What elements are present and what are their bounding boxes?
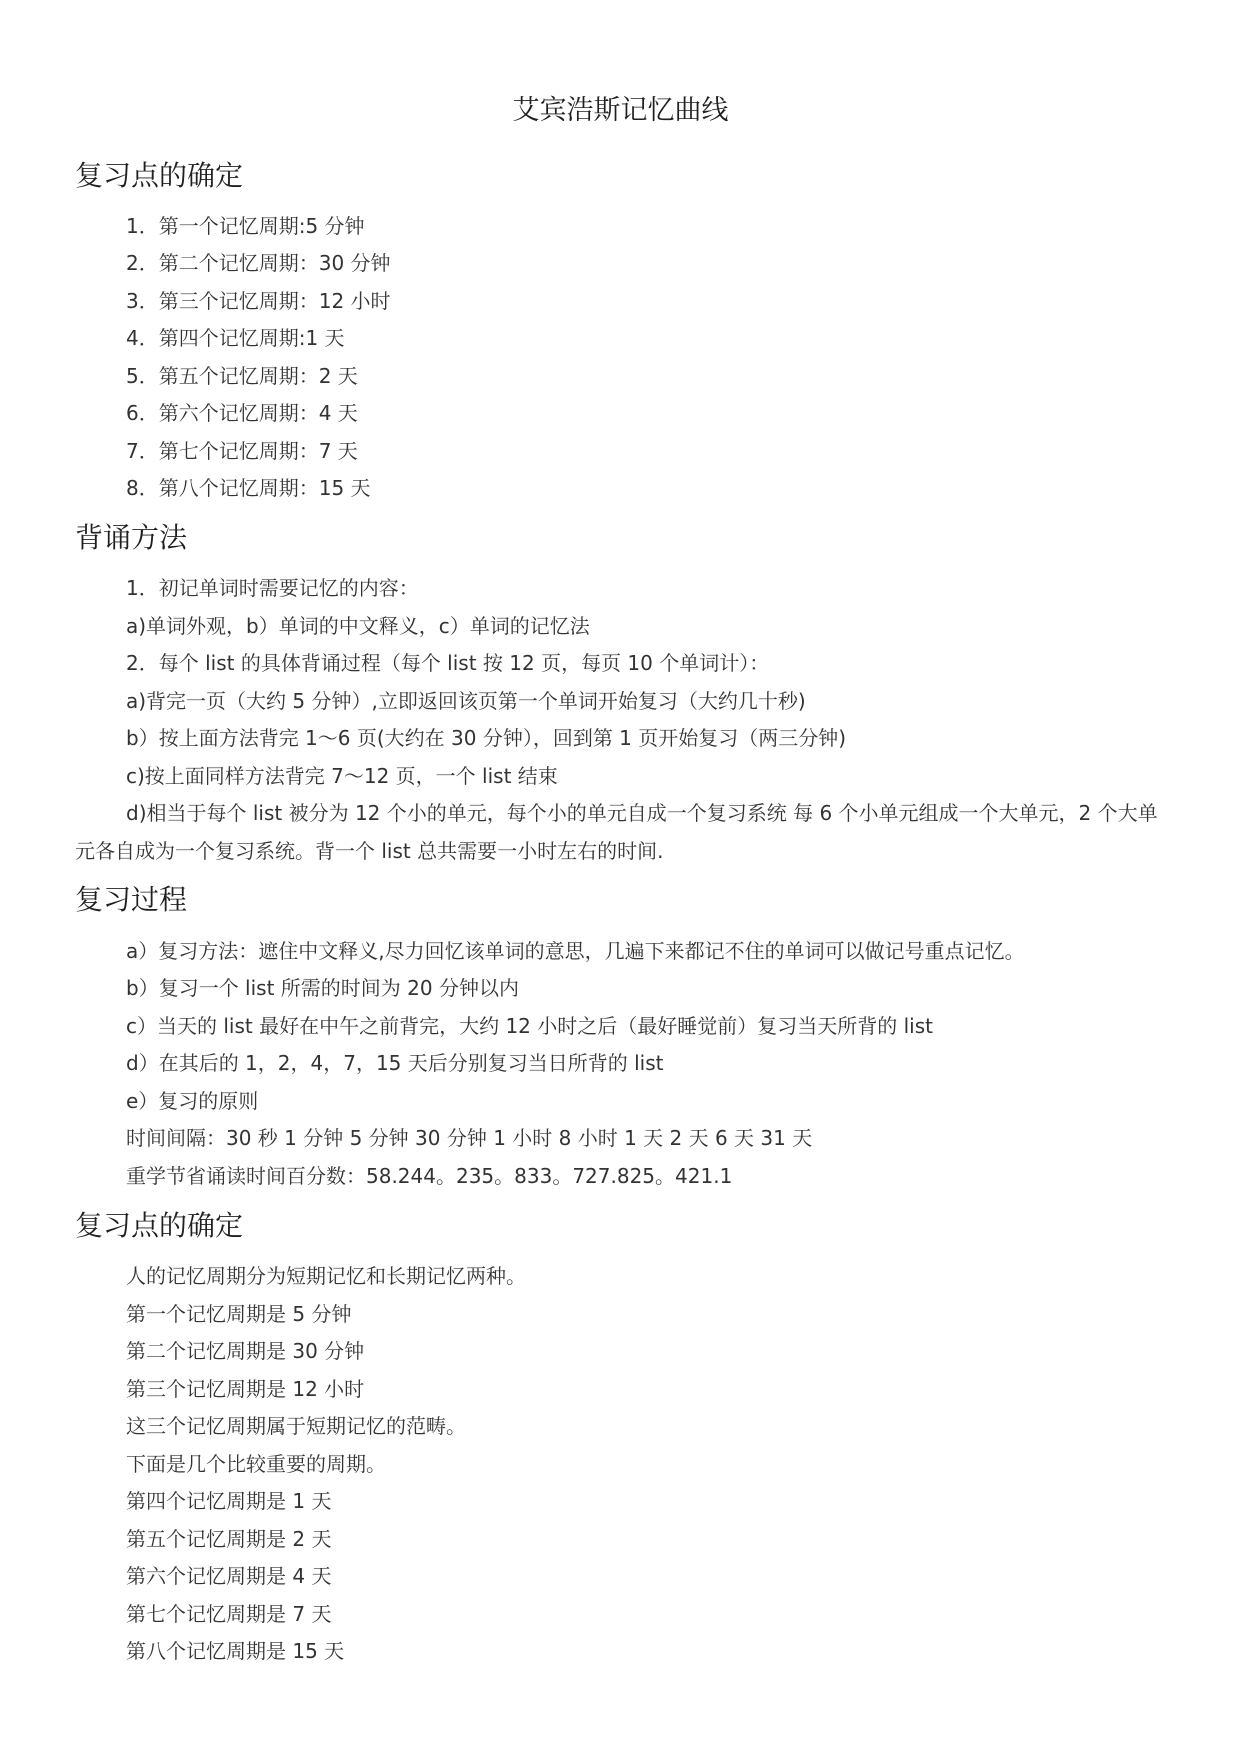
- text-line: c)按上面同样方法背完 7～12 页，一个 list 结束: [126, 764, 558, 788]
- section-heading-review-points: 复习点的确定: [75, 159, 244, 192]
- text-line: 第三个记忆周期是 12 小时: [126, 1377, 365, 1401]
- text-line: e）复习的原则: [126, 1089, 259, 1113]
- list-item: 6．第六个记忆周期：4 天: [126, 401, 358, 425]
- list-item: 1．第一个记忆周期:5 分钟: [126, 214, 365, 238]
- text-line: a)背完一页（大约 5 分钟）,立即返回该页第一个单词开始复习（大约几十秒): [126, 689, 806, 713]
- text-line: 重学节省诵读时间百分数：58.244。235。833。727.825。421.1: [126, 1164, 733, 1188]
- section-heading-recitation-method: 背诵方法: [75, 521, 188, 554]
- list-item: 8．第八个记忆周期：15 天: [126, 476, 371, 500]
- text-line: 1．初记单词时需要记忆的内容：: [126, 576, 419, 600]
- text-line: a）复习方法：遮住中文释义,尽力回忆该单词的意思，几遍下来都记不住的单词可以做记号重点记忆。: [126, 939, 1025, 963]
- text-line: d）在其后的 1，2，4，7，15 天后分别复习当日所背的 list: [126, 1051, 664, 1075]
- list-item: 5．第五个记忆周期：2 天: [126, 364, 358, 388]
- section-heading-review-process: 复习过程: [75, 883, 188, 916]
- text-line: a)单词外观，b）单词的中文释义，c）单词的记忆法: [126, 614, 590, 638]
- text-line: c）当天的 list 最好在中午之前背完，大约 12 小时之后（最好睡觉前）复习当天所背的 list: [126, 1014, 933, 1038]
- text-line: 第八个记忆周期是 15 天: [126, 1639, 345, 1663]
- list-item: 4．第四个记忆周期:1 天: [126, 326, 345, 350]
- text-line: 2．每个 list 的具体背诵过程（每个 list 按 12 页，每页 10 个单词计）：: [126, 651, 770, 675]
- page-title: 艾宾浩斯记忆曲线: [512, 95, 729, 126]
- text-line: 下面是几个比较重要的周期。: [126, 1452, 386, 1476]
- text-line: 时间间隔：30 秒 1 分钟 5 分钟 30 分钟 1 小时 8 小时 1 天 2 天 6 天 31 天: [126, 1126, 813, 1150]
- text-line: 第一个记忆周期是 5 分钟: [126, 1302, 352, 1326]
- text-line: b）按上面方法背完 1～6 页(大约在 30 分钟），回到第 1 页开始复习（两三分钟): [126, 726, 847, 750]
- list-item: 7．第七个记忆周期：7 天: [126, 439, 358, 463]
- list-item: 3．第三个记忆周期：12 小时: [126, 289, 391, 313]
- text-line: 第五个记忆周期是 2 天: [126, 1527, 332, 1551]
- text-line: 这三个记忆周期属于短期记忆的范畴。: [126, 1414, 466, 1438]
- text-line: 第六个记忆周期是 4 天: [126, 1564, 332, 1588]
- text-line: 人的记忆周期分为短期记忆和长期记忆两种。: [126, 1264, 526, 1288]
- section-heading-review-points-2: 复习点的确定: [75, 1209, 244, 1242]
- text-line: b）复习一个 list 所需的时间为 20 分钟以内: [126, 976, 519, 1000]
- paragraph: d)相当于每个 list 被分为 12 个小的单元，每个小的单元自成一个复习系统 每 6 个小单元组成一个大单元，2 个大单元各自成为一个复习系统。背一个 list 总共需要一小时左右的时间.: [75, 801, 1158, 863]
- list-item: 2．第二个记忆周期：30 分钟: [126, 251, 391, 275]
- text-line: 第四个记忆周期是 1 天: [126, 1489, 332, 1513]
- text-line: 第二个记忆周期是 30 分钟: [126, 1339, 365, 1363]
- text-line: 第七个记忆周期是 7 天: [126, 1602, 332, 1626]
